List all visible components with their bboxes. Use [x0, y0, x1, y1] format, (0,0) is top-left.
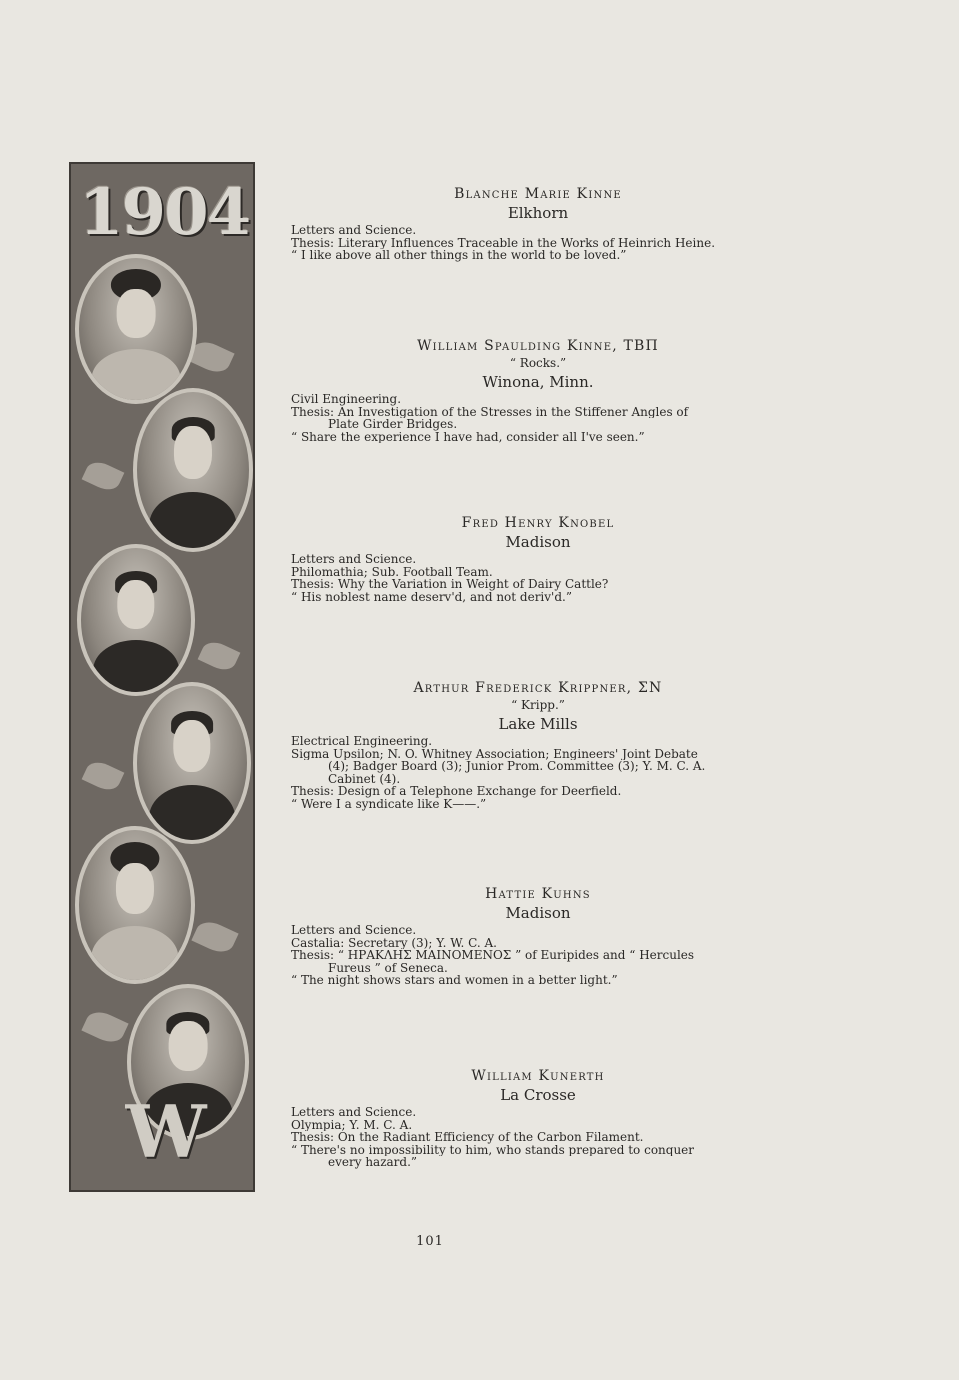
- page-number: 101: [416, 1234, 444, 1249]
- student-name: William Spaulding Kinne, TBΠ: [417, 338, 659, 354]
- entry-line: “ There's no impossibility to him, who stands prepared to conquer: [291, 1143, 695, 1157]
- entry-line: “ I like above all other things in the world to be loved.”: [291, 249, 627, 262]
- portrait-blanche-kinne: [75, 254, 197, 404]
- leaf-ornament: [82, 458, 125, 495]
- entry-line: “ Share the experience I have had, consider all I've seen.”: [291, 430, 645, 444]
- portrait-william-kinne: [133, 388, 253, 552]
- entry-line: “ His noblest name deserv'd, and not deriv'd.”: [291, 590, 572, 604]
- portrait-fred-knobel: [77, 544, 195, 696]
- entry-blanche-kinne: [291, 185, 785, 262]
- student-hometown: Winona, Minn.: [482, 373, 594, 391]
- student-name: Blanche Marie Kinne: [454, 186, 622, 202]
- student-name: Hattie Kuhns: [485, 886, 591, 902]
- student-name: Arthur Frederick Krippner, ΣN: [413, 680, 663, 696]
- entry-line: Sigma Upsilon; N. O. Whitney Association; Engineers' Joint Debate: [291, 747, 698, 761]
- student-hometown: Lake Mills: [498, 715, 578, 733]
- leaf-ornament: [81, 1007, 128, 1047]
- entry-line: Thesis: An Investigation of the Stresses in the Stiffener Angles of: [291, 405, 689, 419]
- student-hometown: La Crosse: [500, 1086, 576, 1104]
- entry-line: Letters and Science.: [291, 224, 417, 237]
- entry-line: Olympia; Y. M. C. A.: [291, 1118, 413, 1132]
- entry-line: Philomathia; Sub. Football Team.: [291, 565, 493, 579]
- entry-line: Thesis: Why the Variation in Weight of Dairy Cattle?: [291, 578, 609, 591]
- entry-william-kinne: [291, 337, 785, 443]
- entry-line: Cabinet (4).: [328, 772, 401, 786]
- entry-line: Letters and Science.: [291, 924, 417, 937]
- student-name: William Kunerth: [471, 1068, 605, 1084]
- portrait-strip: [69, 162, 255, 1192]
- leaf-ornament: [82, 758, 125, 795]
- portrait-arthur-krippner: [133, 682, 251, 844]
- portrait-hattie-kuhns: [75, 826, 195, 984]
- entry-william-kunerth: [291, 1067, 785, 1169]
- entry-line: every hazard.”: [328, 1156, 418, 1169]
- entry-line: (4); Badger Board (3); Junior Prom. Committee (3); Y. M. C. A.: [328, 760, 706, 773]
- student-nickname: “ Rocks.”: [509, 356, 567, 370]
- leaf-ornament: [198, 638, 241, 675]
- entry-fred-knobel: [291, 514, 785, 603]
- entry-line: Thesis: Design of a Telephone Exchange for Deerfield.: [291, 785, 622, 798]
- entry-line: “ The night shows stars and women in a better light.”: [291, 974, 618, 987]
- entry-line: Castalia: Secretary (3); Y. W. C. A.: [291, 936, 497, 950]
- entry-line: Plate Girder Bridges.: [328, 418, 458, 431]
- entry-line: Letters and Science.: [291, 553, 417, 566]
- student-hometown: Elkhorn: [507, 204, 569, 222]
- entry-line: Civil Engineering.: [291, 393, 402, 406]
- student-hometown: Madison: [505, 533, 571, 551]
- entry-hattie-kuhns: [291, 885, 785, 987]
- student-hometown: Madison: [505, 904, 571, 922]
- strip-year-title: 1904: [79, 175, 250, 250]
- entry-line: Thesis: On the Radiant Efficiency of the Carbon Filament.: [291, 1131, 644, 1144]
- entry-line: Thesis: Literary Influences Traceable in the Works of Heinrich Heine.: [291, 236, 716, 250]
- student-nickname: “ Kripp.”: [511, 698, 565, 712]
- strip-w-letter: W: [125, 1089, 207, 1174]
- entry-line: Fureus ” of Seneca.: [328, 961, 448, 975]
- entry-line: Thesis: “ ΗΡΑΚΛΗΣ ΜΑΙΝΟΜΕΝΟΣ ” of Euripides and “ Hercules: [291, 949, 695, 962]
- entry-line: Electrical Engineering.: [291, 735, 433, 748]
- entry-line: Letters and Science.: [291, 1106, 417, 1119]
- entry-line: “ Were I a syndicate like K——.”: [291, 797, 487, 811]
- entry-arthur-krippner: [291, 679, 785, 811]
- leaf-ornament: [191, 917, 238, 957]
- student-name: Fred Henry Knobel: [461, 515, 615, 531]
